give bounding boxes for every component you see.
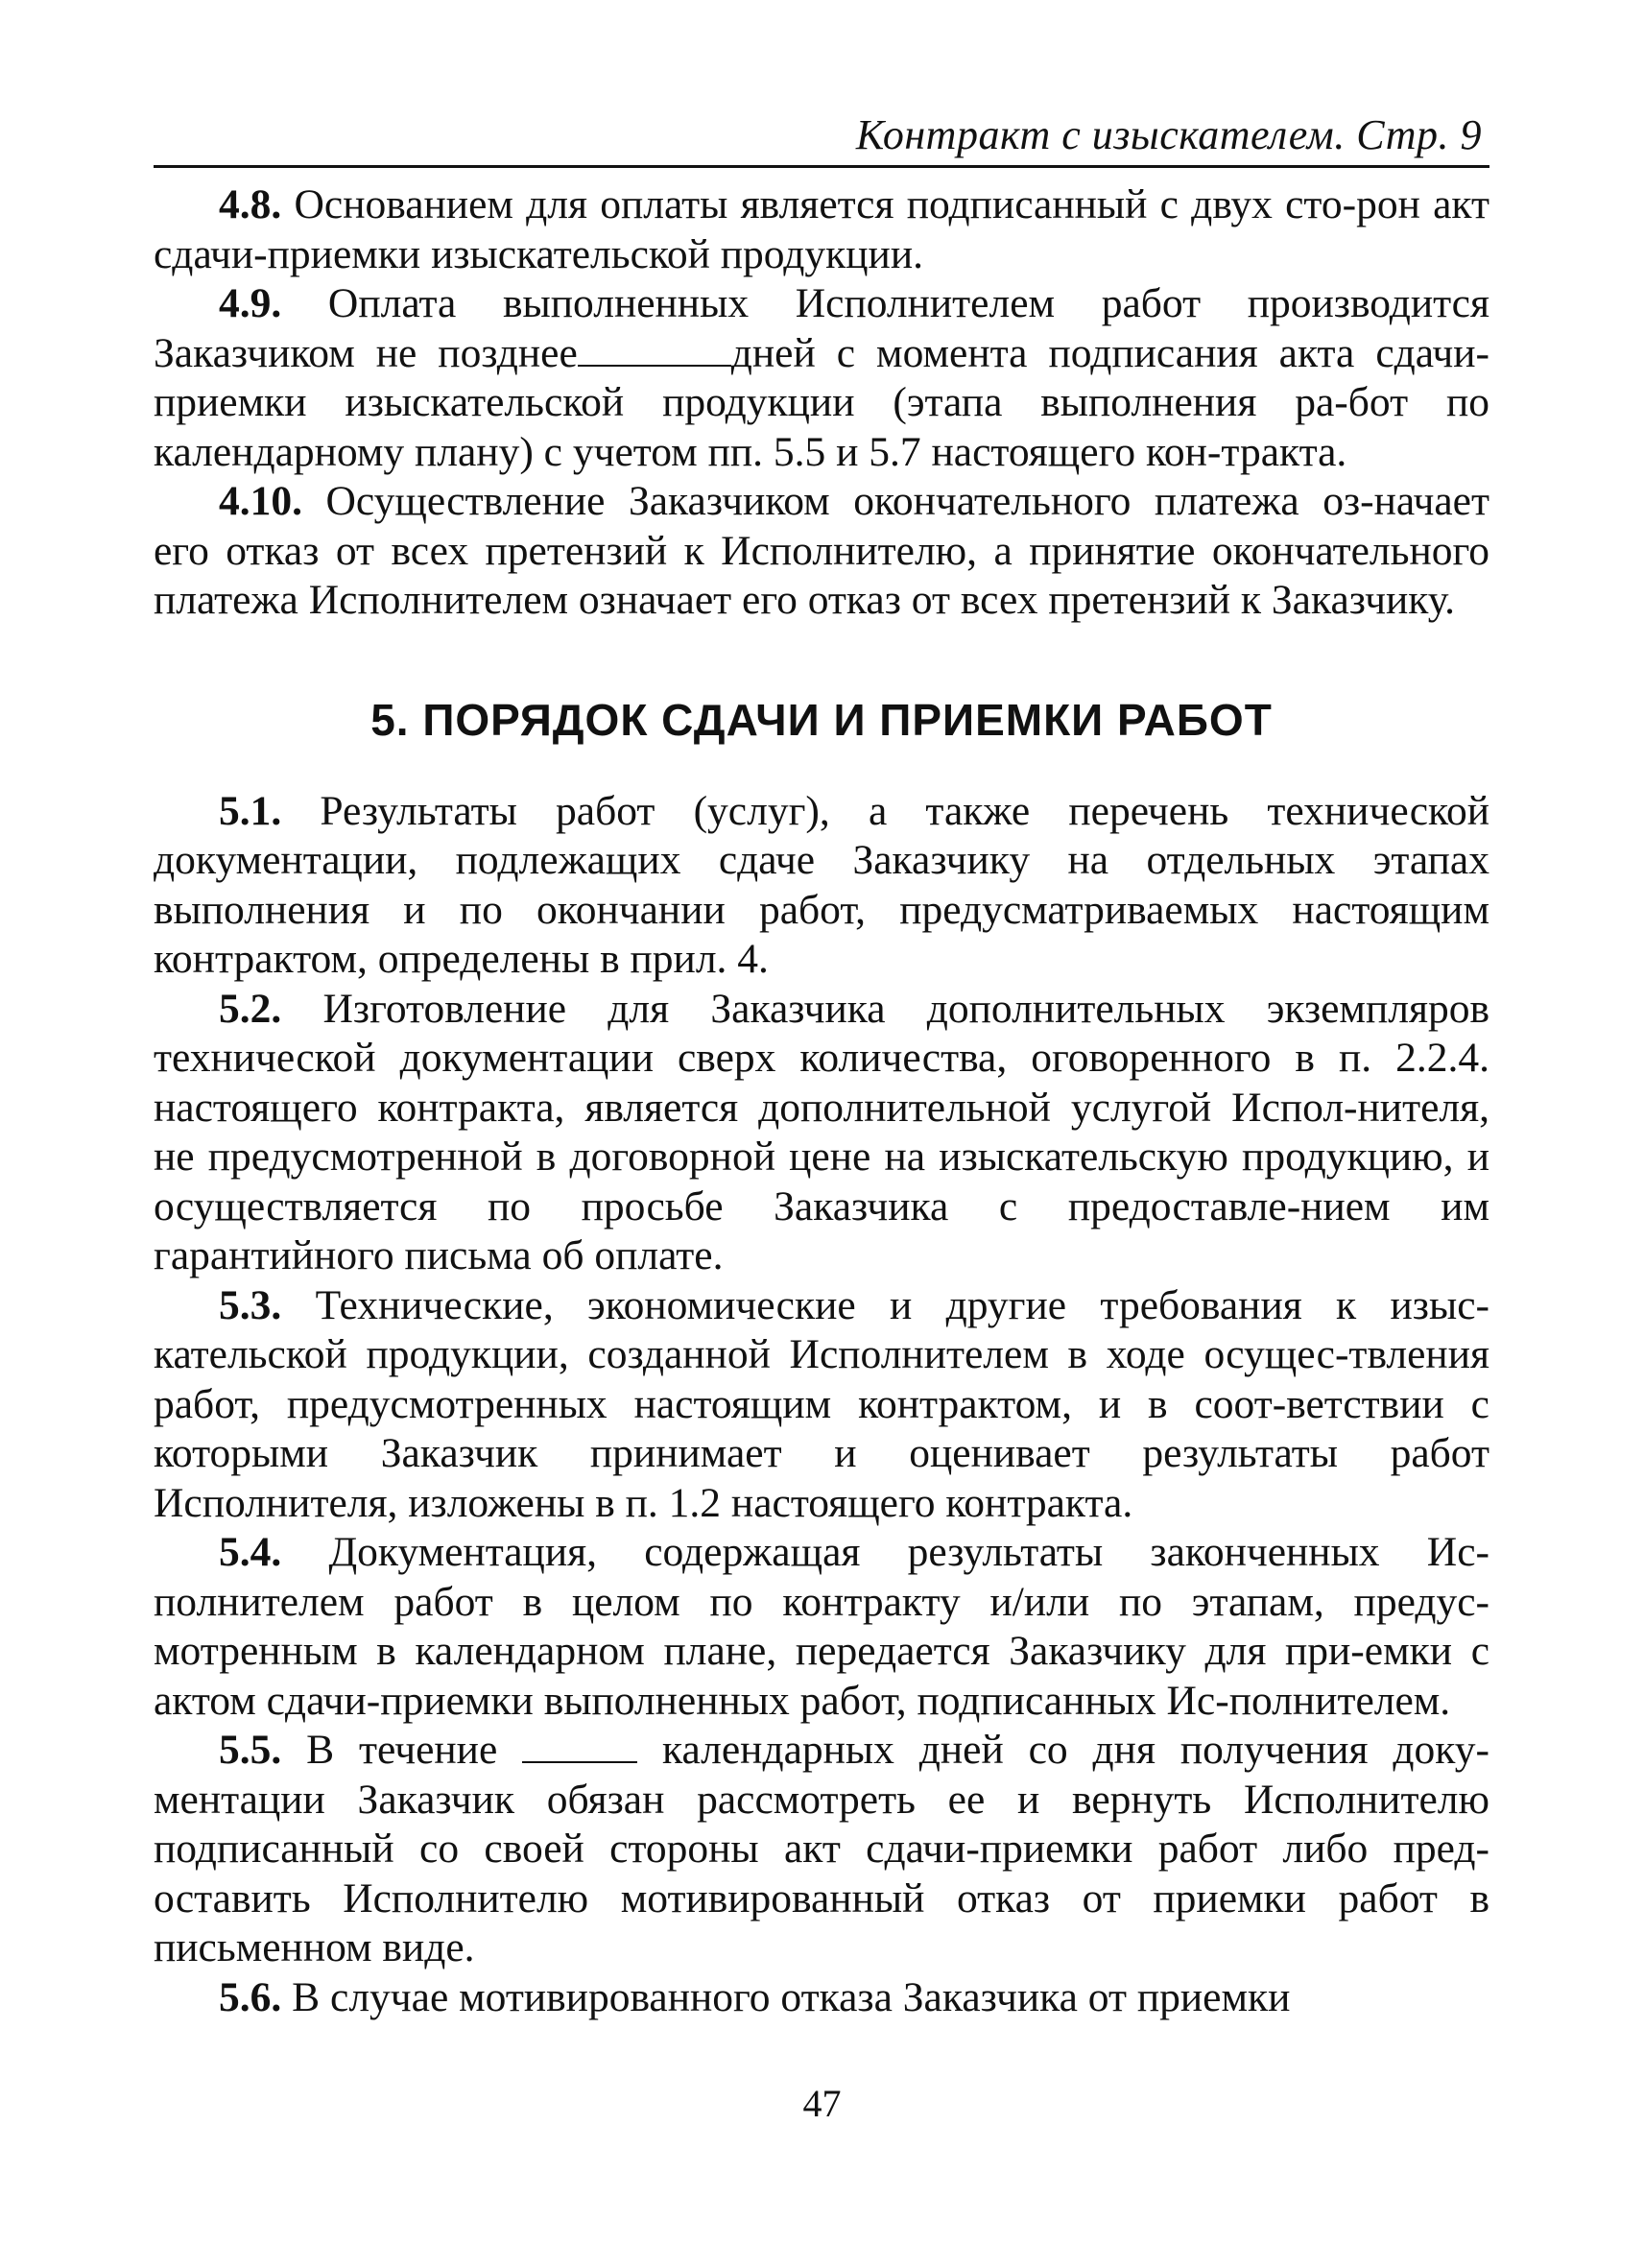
- running-header: [154, 104, 1489, 168]
- clause-text-after-blank: календарных дней со дня получения доку-ментации Заказчик обязан рассмотреть ее и вернуть Исполнителю подписанный со своей стороны акт сдачи-приемки работ либо пред-оставить Исполнителю мотивированный отказ от приемки работ в письменном виде.: [154, 1727, 1489, 1970]
- clause-text: Документация, содержащая результаты законченных Ис-полнителем работ в целом по контракту и/или по этапам, предус-мотренным в календарном плане, передается Заказчику для при-емки с актом сдачи-приемки выполненных работ, подписанных Ис-полнителем.: [154, 1529, 1489, 1724]
- clause-number: 5.3.: [219, 1281, 282, 1328]
- blank-fill-line: [522, 1729, 637, 1763]
- clause-text-after-blank: дней с момента подписания акта сдачи-приемки изыскательской продукции (этапа выполнения ра-бот по календарному плану) с учетом пп. 5.5 и 5.7 настоящего кон-тракта.: [154, 329, 1489, 475]
- clause-text: В случае мотивированного отказа Заказчика от приемки: [281, 1973, 1291, 2020]
- clause-4-9: [154, 279, 1489, 477]
- clause-number: 5.6.: [219, 1973, 282, 2020]
- clause-5-5: [154, 1726, 1489, 1973]
- page-number: 47: [802, 2082, 842, 2125]
- clause-text: Осуществление Заказчиком окончательного платежа оз-начает его отказ от всех претензий к Исполнителю, а принятие окончательного платежа Исполнителем означает его отказ от всех претензий к Заказчику.: [154, 478, 1489, 623]
- clause-number: 5.5.: [219, 1727, 282, 1773]
- clause-text: Результаты работ (услуг), а также перечень технической документации, подлежащих сдаче Заказчику на отдельных этапах выполнения и по окончании работ, предусматриваемых настоящим контрактом, определены в прил. 4.: [154, 787, 1489, 982]
- clause-number: 4.9.: [219, 280, 282, 326]
- clause-text: Изготовление для Заказчика дополнительных экземпляров технической документации сверх количества, оговоренного в п. 2.2.4. настоящего контракта, является дополнительной услугой Испол-нителя, не предусмотренной в договорной цене на изыскательскую продукцию, и осуществляется по просьбе Заказчика с предоставле-нием им гарантийного письма об оплате.: [154, 985, 1489, 1278]
- clause-5-3: [154, 1281, 1489, 1529]
- clause-text-before-blank: Оплата выполненных Исполнителем работ производится Заказчиком не позднее: [154, 280, 1489, 376]
- clause-text: Основанием для оплаты является подписанный с двух сто-рон акт сдачи-приемки изыскательской продукции.: [154, 181, 1489, 277]
- blank-fill-line: [578, 332, 731, 367]
- clause-number: 4.10.: [219, 478, 302, 524]
- page-body: [154, 180, 1489, 2022]
- clause-5-4: [154, 1528, 1489, 1726]
- running-header-text: Контракт с изыскателем. Стр. 9: [855, 111, 1482, 158]
- clause-5-6: [154, 1973, 1489, 2023]
- clause-5-1: [154, 787, 1489, 985]
- clause-number: 5.4.: [219, 1529, 282, 1575]
- clause-5-2: [154, 985, 1489, 1281]
- clause-text: Технические, экономические и другие требования к изыс-кательской продукции, созданной Исполнителем в ходе осущес-твления работ, предусмотренных настоящим контрактом, и в соот-ветствии с которыми Заказчик принимает и оценивает результаты работ Исполнителя, изложены в п. 1.2 настоящего контракта.: [154, 1281, 1489, 1526]
- clause-number: 5.2.: [219, 985, 282, 1032]
- clause-4-10: [154, 477, 1489, 626]
- clause-number: 5.1.: [219, 787, 282, 834]
- clause-4-8: [154, 180, 1489, 279]
- clause-text-before-blank: В течение: [281, 1727, 523, 1773]
- section-heading: 5. ПОРЯДОК СДАЧИ И ПРИЕМКИ РАБОТ: [370, 694, 1273, 745]
- clause-number: 4.8.: [219, 181, 282, 227]
